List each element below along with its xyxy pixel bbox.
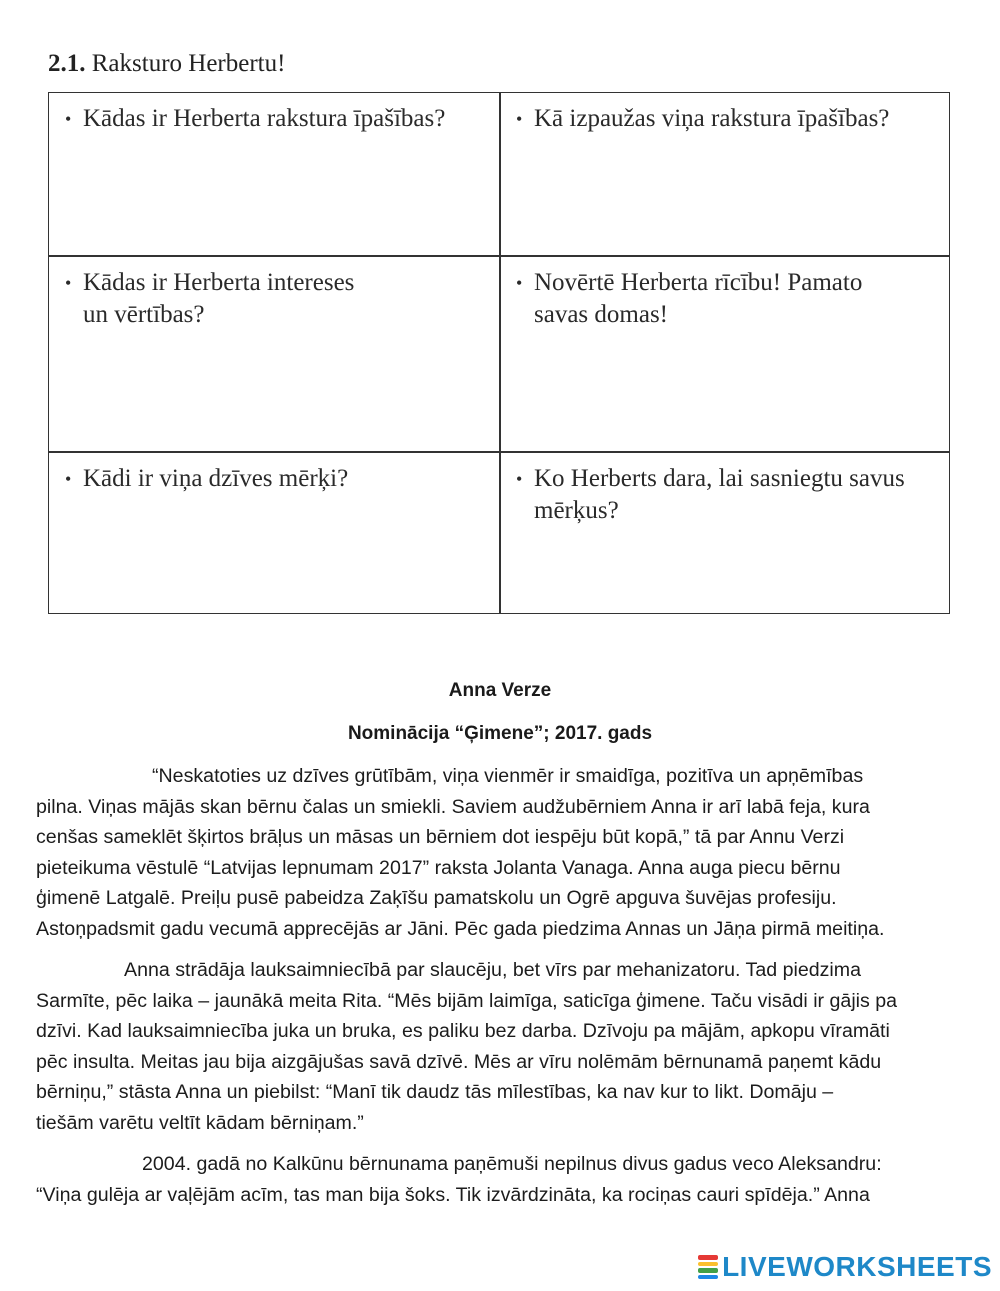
question-text: Novērtē Herberta rīcību! Pamato — [534, 269, 863, 296]
article-author: Anna Verze — [448, 680, 552, 701]
paragraph-line: bērniņu,” stāsta Anna un piebilst: “Manī tik daudz tās mīlestības, ka nav kur to likt. Domāju – — [36, 1081, 834, 1104]
bullet: • — [65, 469, 72, 489]
logo-stripe — [698, 1268, 718, 1273]
paragraph-line: Sarmīte, pēc laika – jaunākā meita Rita. “Mēs bijām laimīga, saticīga ģimene. Taču visādi ir gājis pa — [36, 989, 898, 1012]
paragraph-line: pieteikuma vēstulē “Latvijas lepnumam 2017” raksta Jolanta Vanaga. Anna auga piecu bērnu — [36, 856, 841, 879]
question-text: mērķus? — [534, 497, 619, 524]
article-paragraph — [36, 955, 966, 1139]
paragraph-line: Astoņpadsmit gadu vecumā apprecējās ar Jāni. Pēc gada piedzima Annas un Jāņa pirmā meitiņa. — [36, 917, 885, 940]
paragraph-line: “Viņa gulēja ar vaļējām acīm, tas man bija šoks. Tik izvārdzināta, ka rociņas cauri spīdēja.” Anna — [36, 1183, 870, 1206]
question-cell[interactable] — [500, 257, 950, 451]
paragraph-line: pēc insulta. Meitas jau bija aizgājušas savā dzīvē. Mēs ar vīru nolēmām bērnunamā paņemt kādu — [36, 1050, 882, 1073]
question-text: un vērtības? — [83, 301, 205, 328]
bullet: • — [516, 273, 523, 293]
question-text: Kādas ir Herberta rakstura īpašības? — [83, 105, 446, 132]
paragraph-line: tiešām varētu veltīt kādam bērniņam.” — [36, 1111, 364, 1134]
question-text: Kādas ir Herberta intereses — [83, 269, 355, 296]
question-cell[interactable] — [49, 453, 499, 613]
logo-text: LIVEWORKSHEETS — [722, 1251, 992, 1282]
paragraph-line: cenšas sameklēt šķirtos brāļus un māsas un bērniem dot iespēju būt kopā,” tā par Annu Verzi — [36, 826, 845, 849]
question-text: Ko Herberts dara, lai sasniegtu savus — [534, 465, 905, 492]
paragraph-line: “Neskatoties uz dzīves grūtībām, viņa vienmēr ir smaidīga, pozitīva un apņēmības — [152, 765, 864, 787]
question-text: Kādi ir viņa dzīves mērķi? — [83, 465, 349, 492]
question-text: Kā izpaužas viņa rakstura īpašības? — [534, 105, 890, 132]
bullet: • — [516, 469, 523, 489]
logo-stripe — [698, 1275, 718, 1280]
paragraph-line: Anna strādāja lauksaimniecībā par slaucēju, bet vīrs par mehanizatoru. Tad piedzima — [124, 959, 861, 981]
bullet: • — [65, 273, 72, 293]
question-cell[interactable] — [49, 257, 499, 451]
question-grid — [48, 92, 950, 614]
article-paragraph — [36, 1149, 966, 1210]
section-title: Raksturo Herbertu! — [91, 50, 286, 77]
paragraph-line: 2004. gadā no Kalkūnu bērnunama paņēmuši nepilnus divus gadus veco Aleksandru: — [142, 1153, 882, 1175]
question-cell[interactable] — [49, 93, 499, 255]
article-subtitle: Nominācija “Ģimene”; 2017. gads — [347, 723, 653, 744]
question-cell[interactable] — [500, 453, 950, 613]
article-paragraph — [36, 761, 966, 945]
paragraph-line: dzīvi. Kad lauksaimniecība juka un bruka, es paliku bez darba. Dzīvoju pa mājām, apkopu vīramāti — [36, 1020, 890, 1043]
paragraph-line: pilna. Viņas mājās skan bērnu čalas un smiekli. Saviem audžubērniem Anna ir arī labā feja, kura — [36, 795, 870, 818]
question-text: savas domas! — [534, 301, 668, 328]
section-number: 2.1. — [48, 50, 86, 77]
question-cell[interactable] — [500, 93, 950, 255]
logo-stripe — [698, 1255, 718, 1260]
logo-stripe — [698, 1262, 718, 1267]
paragraph-line: ģimenē Latgalē. Preiļu pusē pabeidza Zaķīšu pamatskolu un Ogrē apguva šuvējas profesiju. — [36, 887, 837, 910]
section-heading — [48, 50, 285, 78]
bullet: • — [516, 109, 523, 129]
logo-stripes-icon — [698, 1254, 718, 1280]
liveworksheets-logo — [698, 1252, 992, 1282]
bullet: • — [65, 109, 72, 129]
